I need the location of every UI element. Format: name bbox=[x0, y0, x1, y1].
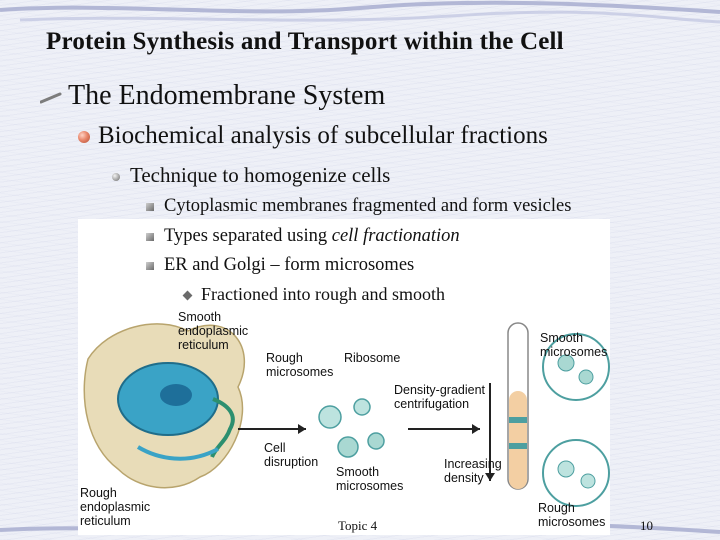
bullet-text: Technique to homogenize cells bbox=[130, 163, 391, 187]
density-gradient bbox=[509, 391, 527, 489]
bullet-text: Fractioned into rough and smooth bbox=[201, 284, 445, 304]
square-bullet-icon bbox=[146, 233, 154, 241]
bullet-level-4 bbox=[146, 255, 414, 276]
square-bullet-icon bbox=[146, 262, 154, 270]
smooth-microsome bbox=[579, 370, 593, 384]
label-increasing-density: Increasing density bbox=[444, 457, 502, 485]
label-density-gradient: Density-gradient centrifugation bbox=[394, 383, 486, 411]
label-smooth-microsomes-right: Smooth microsomes bbox=[540, 331, 608, 359]
smooth-microsome bbox=[368, 433, 384, 449]
arrowhead bbox=[472, 424, 480, 434]
bullet-level-4 bbox=[146, 226, 460, 247]
label-smooth-microsomes: Smooth microsomes bbox=[336, 465, 404, 493]
ball-bullet-icon bbox=[78, 131, 90, 143]
page-number: 10 bbox=[640, 518, 653, 533]
slide-title: Protein Synthesis and Transport within the Cell bbox=[46, 28, 564, 55]
bullet-emphasis: cell fractionation bbox=[331, 226, 460, 246]
bullet-level-3 bbox=[112, 163, 390, 188]
bullet-text: Cytoplasmic membranes fragmented and form vesicles bbox=[164, 196, 572, 216]
bullet-level-4 bbox=[146, 196, 571, 217]
bullet-text: ER and Golgi – form microsomes bbox=[164, 255, 415, 275]
footer-topic: Topic 4 bbox=[338, 518, 378, 533]
label-cell-disruption: Cell disruption bbox=[264, 441, 319, 469]
rough-microsome bbox=[319, 406, 341, 428]
ball-bullet-icon bbox=[112, 173, 120, 181]
bullet-text: Types separated using bbox=[164, 226, 332, 246]
bullet-text: The Endomembrane System bbox=[68, 80, 386, 111]
label-rough-microsomes: Rough microsomes bbox=[266, 351, 334, 379]
brush-bullet-icon bbox=[40, 92, 62, 104]
rough-microsome bbox=[354, 399, 370, 415]
rough-microsomes-view bbox=[543, 440, 609, 506]
rough-microsome bbox=[558, 461, 574, 477]
label-rough-er: Rough endoplasmic reticulum bbox=[80, 486, 151, 528]
rough-band bbox=[509, 443, 527, 449]
label-rough-microsomes-right: Rough microsomes bbox=[538, 501, 606, 529]
smooth-band bbox=[509, 417, 527, 423]
label-smooth-er: Smooth endoplasmic reticulum bbox=[178, 310, 249, 352]
square-bullet-icon bbox=[146, 203, 154, 211]
nucleolus bbox=[160, 384, 192, 406]
label-ribosome: Ribosome bbox=[344, 351, 401, 365]
diamond-bullet-icon bbox=[183, 291, 193, 301]
rough-microsome bbox=[581, 474, 595, 488]
bullet-level-5 bbox=[184, 284, 445, 305]
smooth-microsome bbox=[338, 437, 358, 457]
arrowhead bbox=[298, 424, 306, 434]
bullet-level-2 bbox=[78, 122, 548, 150]
bullet-text: Biochemical analysis of subcellular fractions bbox=[98, 122, 548, 149]
bullet-level-1 bbox=[40, 80, 385, 112]
